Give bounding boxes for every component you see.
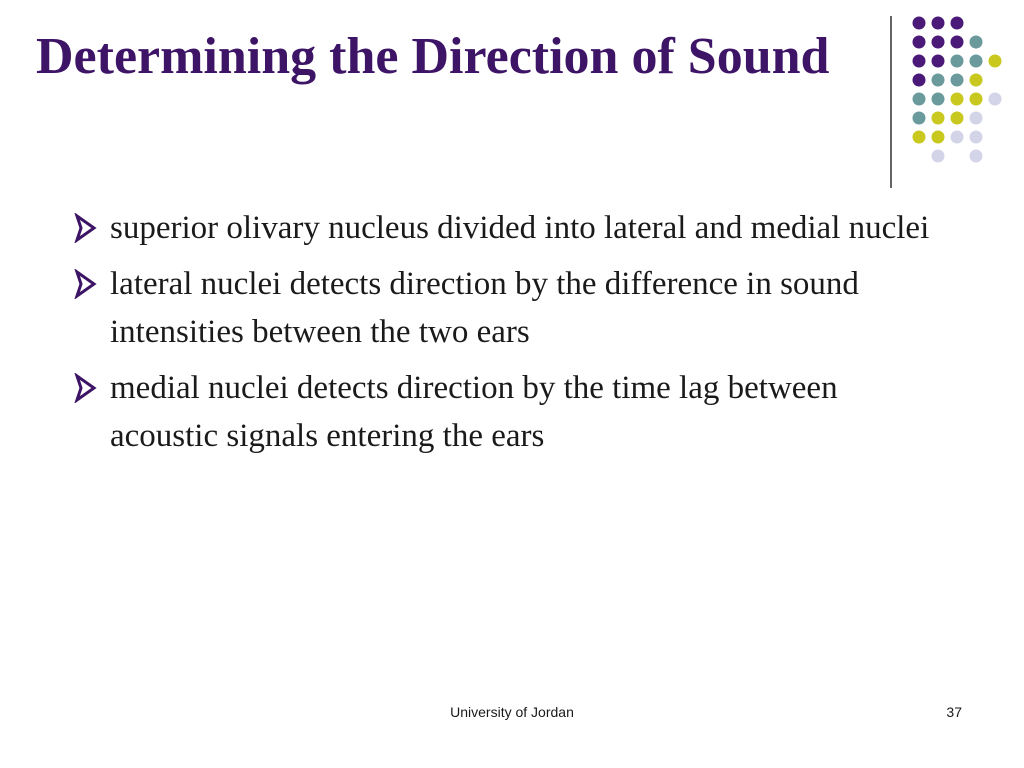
decorative-dot — [913, 55, 926, 68]
arrowhead-bullet-icon — [74, 213, 98, 243]
decorative-dot — [913, 112, 926, 125]
arrowhead-bullet-icon — [74, 269, 98, 299]
decorative-dot — [932, 55, 945, 68]
list-item — [74, 204, 934, 252]
decorative-dot — [989, 93, 1002, 106]
decorative-dot — [970, 131, 983, 144]
decorative-dot — [989, 55, 1002, 68]
list-item — [74, 364, 934, 460]
decorative-dot — [970, 112, 983, 125]
slide-title: Determining the Direction of Sound — [36, 28, 830, 85]
decorative-dot — [951, 17, 964, 30]
decorative-dot — [913, 93, 926, 106]
bullet-text: medial nuclei detects direction by the time lag between acoustic signals entering the ears — [110, 370, 838, 454]
decorative-dot — [951, 112, 964, 125]
decorative-dot — [913, 74, 926, 87]
footer-text: University of Jordan — [450, 704, 574, 720]
decorative-dot — [932, 74, 945, 87]
decorative-dot — [932, 36, 945, 49]
decorative-dot — [932, 17, 945, 30]
decorative-dot — [951, 55, 964, 68]
decorative-dot — [970, 36, 983, 49]
decorative-dot — [970, 55, 983, 68]
bullet-list — [74, 204, 934, 468]
decorative-dot-grid — [0, 0, 1024, 200]
decorative-dot — [913, 36, 926, 49]
decorative-dot — [970, 93, 983, 106]
decorative-dot — [932, 150, 945, 163]
bullet-text: superior olivary nucleus divided into lateral and medial nuclei — [110, 210, 930, 246]
decorative-dot — [951, 131, 964, 144]
decorative-dot — [970, 150, 983, 163]
list-item — [74, 260, 934, 356]
decorative-dot — [951, 36, 964, 49]
decorative-dot — [932, 131, 945, 144]
decorative-dot — [932, 112, 945, 125]
page-number: 37 — [946, 704, 962, 720]
decorative-dot — [970, 74, 983, 87]
bullet-text: lateral nuclei detects direction by the difference in sound intensities between the two ears — [110, 266, 859, 350]
decorative-dot — [913, 131, 926, 144]
decorative-dot — [951, 93, 964, 106]
decorative-dot — [951, 74, 964, 87]
decorative-dot — [932, 93, 945, 106]
decorative-dot — [913, 17, 926, 30]
arrowhead-bullet-icon — [74, 373, 98, 403]
